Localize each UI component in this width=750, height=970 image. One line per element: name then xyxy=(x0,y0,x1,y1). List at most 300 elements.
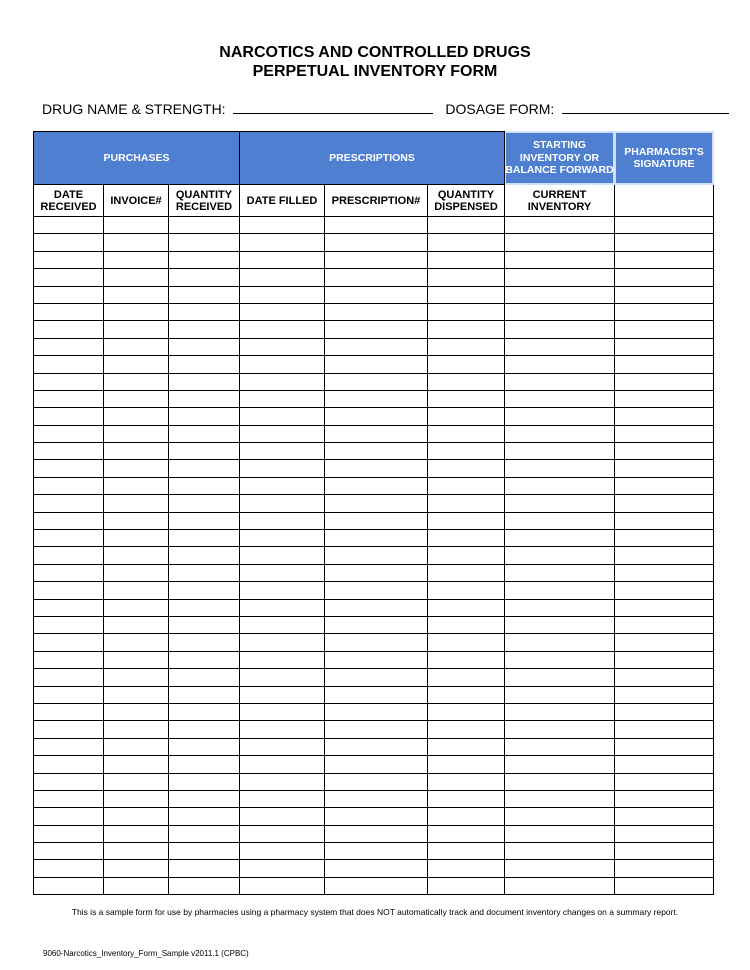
table-cell[interactable] xyxy=(505,564,615,581)
table-cell[interactable] xyxy=(428,790,505,807)
table-cell[interactable] xyxy=(34,269,104,286)
table-cell[interactable] xyxy=(34,251,104,268)
table-cell[interactable] xyxy=(169,599,240,616)
table-cell[interactable] xyxy=(505,825,615,842)
table-cell[interactable] xyxy=(615,616,714,633)
table-cell[interactable] xyxy=(325,616,428,633)
table-cell[interactable] xyxy=(505,738,615,755)
table-cell[interactable] xyxy=(428,651,505,668)
table-cell[interactable] xyxy=(615,286,714,303)
table-cell[interactable] xyxy=(169,217,240,234)
table-cell[interactable] xyxy=(104,460,169,477)
table-cell[interactable] xyxy=(615,651,714,668)
table-cell[interactable] xyxy=(325,756,428,773)
table-cell[interactable] xyxy=(34,303,104,320)
table-cell[interactable] xyxy=(240,599,325,616)
table-cell[interactable] xyxy=(505,530,615,547)
table-cell[interactable] xyxy=(169,390,240,407)
table-cell[interactable] xyxy=(34,286,104,303)
table-cell[interactable] xyxy=(325,234,428,251)
table-cell[interactable] xyxy=(240,338,325,355)
table-cell[interactable] xyxy=(325,877,428,894)
table-cell[interactable] xyxy=(505,651,615,668)
table-cell[interactable] xyxy=(34,477,104,494)
table-cell[interactable] xyxy=(240,251,325,268)
table-cell[interactable] xyxy=(428,269,505,286)
table-cell[interactable] xyxy=(104,338,169,355)
table-cell[interactable] xyxy=(34,338,104,355)
table-cell[interactable] xyxy=(505,460,615,477)
table-cell[interactable] xyxy=(34,599,104,616)
table-cell[interactable] xyxy=(104,616,169,633)
table-cell[interactable] xyxy=(615,738,714,755)
table-cell[interactable] xyxy=(615,443,714,460)
table-cell[interactable] xyxy=(104,721,169,738)
table-cell[interactable] xyxy=(505,843,615,860)
table-cell[interactable] xyxy=(325,460,428,477)
table-cell[interactable] xyxy=(240,756,325,773)
table-cell[interactable] xyxy=(428,599,505,616)
table-cell[interactable] xyxy=(169,843,240,860)
table-cell[interactable] xyxy=(505,703,615,720)
table-cell[interactable] xyxy=(428,721,505,738)
table-cell[interactable] xyxy=(240,356,325,373)
table-cell[interactable] xyxy=(169,634,240,651)
table-cell[interactable] xyxy=(615,338,714,355)
table-cell[interactable] xyxy=(325,512,428,529)
table-cell[interactable] xyxy=(169,616,240,633)
table-cell[interactable] xyxy=(240,234,325,251)
table-cell[interactable] xyxy=(169,877,240,894)
table-cell[interactable] xyxy=(505,756,615,773)
table-cell[interactable] xyxy=(169,373,240,390)
table-cell[interactable] xyxy=(34,425,104,442)
table-cell[interactable] xyxy=(104,443,169,460)
table-cell[interactable] xyxy=(34,547,104,564)
table-cell[interactable] xyxy=(240,825,325,842)
table-cell[interactable] xyxy=(34,634,104,651)
table-cell[interactable] xyxy=(325,373,428,390)
table-cell[interactable] xyxy=(240,790,325,807)
table-cell[interactable] xyxy=(169,547,240,564)
table-cell[interactable] xyxy=(615,234,714,251)
table-cell[interactable] xyxy=(325,564,428,581)
table-cell[interactable] xyxy=(325,425,428,442)
table-cell[interactable] xyxy=(34,860,104,877)
table-cell[interactable] xyxy=(240,321,325,338)
table-cell[interactable] xyxy=(615,564,714,581)
table-cell[interactable] xyxy=(169,286,240,303)
table-cell[interactable] xyxy=(428,669,505,686)
table-cell[interactable] xyxy=(505,669,615,686)
table-cell[interactable] xyxy=(505,582,615,599)
table-cell[interactable] xyxy=(104,251,169,268)
table-cell[interactable] xyxy=(428,530,505,547)
table-cell[interactable] xyxy=(505,547,615,564)
table-cell[interactable] xyxy=(34,825,104,842)
table-cell[interactable] xyxy=(34,738,104,755)
table-cell[interactable] xyxy=(240,843,325,860)
table-cell[interactable] xyxy=(615,390,714,407)
table-cell[interactable] xyxy=(325,738,428,755)
table-cell[interactable] xyxy=(615,547,714,564)
table-cell[interactable] xyxy=(428,582,505,599)
table-cell[interactable] xyxy=(428,686,505,703)
table-cell[interactable] xyxy=(428,808,505,825)
table-cell[interactable] xyxy=(240,721,325,738)
table-cell[interactable] xyxy=(505,877,615,894)
table-cell[interactable] xyxy=(428,303,505,320)
table-cell[interactable] xyxy=(505,599,615,616)
table-cell[interactable] xyxy=(428,547,505,564)
table-cell[interactable] xyxy=(240,425,325,442)
table-cell[interactable] xyxy=(240,703,325,720)
table-cell[interactable] xyxy=(615,808,714,825)
table-cell[interactable] xyxy=(615,582,714,599)
table-cell[interactable] xyxy=(240,443,325,460)
table-cell[interactable] xyxy=(505,321,615,338)
table-cell[interactable] xyxy=(104,808,169,825)
table-cell[interactable] xyxy=(104,860,169,877)
table-cell[interactable] xyxy=(325,356,428,373)
table-cell[interactable] xyxy=(104,773,169,790)
table-cell[interactable] xyxy=(615,825,714,842)
table-cell[interactable] xyxy=(240,877,325,894)
table-cell[interactable] xyxy=(428,495,505,512)
table-cell[interactable] xyxy=(104,547,169,564)
table-cell[interactable] xyxy=(104,373,169,390)
table-cell[interactable] xyxy=(104,634,169,651)
table-cell[interactable] xyxy=(325,703,428,720)
table-cell[interactable] xyxy=(104,651,169,668)
table-cell[interactable] xyxy=(505,373,615,390)
table-cell[interactable] xyxy=(428,321,505,338)
table-cell[interactable] xyxy=(169,443,240,460)
table-cell[interactable] xyxy=(505,269,615,286)
table-cell[interactable] xyxy=(615,217,714,234)
table-cell[interactable] xyxy=(34,843,104,860)
table-cell[interactable] xyxy=(615,599,714,616)
table-cell[interactable] xyxy=(428,286,505,303)
table-cell[interactable] xyxy=(34,217,104,234)
table-cell[interactable] xyxy=(34,686,104,703)
table-cell[interactable] xyxy=(34,756,104,773)
table-cell[interactable] xyxy=(505,443,615,460)
table-cell[interactable] xyxy=(34,512,104,529)
table-cell[interactable] xyxy=(169,251,240,268)
table-cell[interactable] xyxy=(428,843,505,860)
table-cell[interactable] xyxy=(615,251,714,268)
table-cell[interactable] xyxy=(104,425,169,442)
table-cell[interactable] xyxy=(240,808,325,825)
table-cell[interactable] xyxy=(34,356,104,373)
table-cell[interactable] xyxy=(325,790,428,807)
table-cell[interactable] xyxy=(240,530,325,547)
table-cell[interactable] xyxy=(104,390,169,407)
table-cell[interactable] xyxy=(615,512,714,529)
table-cell[interactable] xyxy=(505,512,615,529)
table-cell[interactable] xyxy=(428,616,505,633)
table-cell[interactable] xyxy=(615,669,714,686)
table-cell[interactable] xyxy=(104,564,169,581)
table-cell[interactable] xyxy=(34,390,104,407)
table-cell[interactable] xyxy=(505,790,615,807)
table-cell[interactable] xyxy=(505,686,615,703)
table-cell[interactable] xyxy=(615,356,714,373)
table-cell[interactable] xyxy=(34,321,104,338)
table-cell[interactable] xyxy=(325,669,428,686)
table-cell[interactable] xyxy=(240,495,325,512)
table-cell[interactable] xyxy=(428,251,505,268)
table-cell[interactable] xyxy=(104,825,169,842)
table-cell[interactable] xyxy=(169,356,240,373)
drug-name-field[interactable] xyxy=(233,100,433,114)
table-cell[interactable] xyxy=(428,373,505,390)
table-cell[interactable] xyxy=(104,477,169,494)
table-cell[interactable] xyxy=(104,408,169,425)
table-cell[interactable] xyxy=(169,669,240,686)
table-cell[interactable] xyxy=(615,634,714,651)
table-cell[interactable] xyxy=(169,860,240,877)
table-cell[interactable] xyxy=(505,217,615,234)
table-cell[interactable] xyxy=(104,356,169,373)
table-cell[interactable] xyxy=(34,808,104,825)
table-cell[interactable] xyxy=(169,825,240,842)
table-cell[interactable] xyxy=(169,808,240,825)
table-cell[interactable] xyxy=(169,495,240,512)
table-cell[interactable] xyxy=(34,616,104,633)
table-cell[interactable] xyxy=(615,703,714,720)
table-cell[interactable] xyxy=(104,234,169,251)
table-cell[interactable] xyxy=(104,286,169,303)
table-cell[interactable] xyxy=(428,460,505,477)
table-cell[interactable] xyxy=(325,217,428,234)
table-cell[interactable] xyxy=(34,790,104,807)
table-cell[interactable] xyxy=(325,530,428,547)
table-cell[interactable] xyxy=(169,425,240,442)
table-cell[interactable] xyxy=(240,860,325,877)
table-cell[interactable] xyxy=(428,217,505,234)
table-cell[interactable] xyxy=(169,651,240,668)
table-cell[interactable] xyxy=(505,721,615,738)
table-cell[interactable] xyxy=(428,356,505,373)
table-cell[interactable] xyxy=(428,756,505,773)
table-cell[interactable] xyxy=(34,408,104,425)
table-cell[interactable] xyxy=(240,582,325,599)
table-cell[interactable] xyxy=(104,530,169,547)
table-cell[interactable] xyxy=(240,651,325,668)
table-cell[interactable] xyxy=(240,547,325,564)
table-cell[interactable] xyxy=(34,234,104,251)
table-cell[interactable] xyxy=(104,738,169,755)
table-cell[interactable] xyxy=(169,408,240,425)
table-cell[interactable] xyxy=(240,373,325,390)
table-cell[interactable] xyxy=(615,460,714,477)
table-cell[interactable] xyxy=(428,738,505,755)
table-cell[interactable] xyxy=(615,373,714,390)
table-cell[interactable] xyxy=(104,269,169,286)
table-cell[interactable] xyxy=(240,634,325,651)
table-cell[interactable] xyxy=(240,669,325,686)
table-cell[interactable] xyxy=(428,773,505,790)
table-cell[interactable] xyxy=(169,756,240,773)
table-cell[interactable] xyxy=(240,773,325,790)
table-cell[interactable] xyxy=(34,721,104,738)
dosage-form-field[interactable] xyxy=(562,100,729,114)
table-cell[interactable] xyxy=(615,530,714,547)
table-cell[interactable] xyxy=(325,808,428,825)
table-cell[interactable] xyxy=(240,303,325,320)
table-cell[interactable] xyxy=(505,495,615,512)
table-cell[interactable] xyxy=(240,269,325,286)
table-cell[interactable] xyxy=(104,321,169,338)
table-cell[interactable] xyxy=(428,425,505,442)
table-cell[interactable] xyxy=(104,303,169,320)
table-cell[interactable] xyxy=(428,877,505,894)
table-cell[interactable] xyxy=(615,425,714,442)
table-cell[interactable] xyxy=(169,269,240,286)
table-cell[interactable] xyxy=(325,477,428,494)
table-cell[interactable] xyxy=(240,460,325,477)
table-cell[interactable] xyxy=(240,564,325,581)
table-cell[interactable] xyxy=(169,338,240,355)
table-cell[interactable] xyxy=(169,321,240,338)
table-cell[interactable] xyxy=(240,217,325,234)
table-cell[interactable] xyxy=(428,860,505,877)
table-cell[interactable] xyxy=(34,651,104,668)
table-cell[interactable] xyxy=(615,269,714,286)
table-cell[interactable] xyxy=(240,738,325,755)
table-cell[interactable] xyxy=(169,564,240,581)
table-cell[interactable] xyxy=(325,303,428,320)
table-cell[interactable] xyxy=(169,303,240,320)
table-cell[interactable] xyxy=(169,477,240,494)
table-cell[interactable] xyxy=(34,373,104,390)
table-cell[interactable] xyxy=(505,773,615,790)
table-cell[interactable] xyxy=(428,512,505,529)
table-cell[interactable] xyxy=(34,669,104,686)
table-cell[interactable] xyxy=(505,477,615,494)
table-cell[interactable] xyxy=(615,790,714,807)
table-cell[interactable] xyxy=(615,408,714,425)
table-cell[interactable] xyxy=(240,390,325,407)
table-cell[interactable] xyxy=(325,651,428,668)
table-cell[interactable] xyxy=(325,686,428,703)
table-cell[interactable] xyxy=(428,703,505,720)
table-cell[interactable] xyxy=(104,686,169,703)
table-cell[interactable] xyxy=(169,721,240,738)
table-cell[interactable] xyxy=(428,825,505,842)
table-cell[interactable] xyxy=(34,582,104,599)
table-cell[interactable] xyxy=(428,338,505,355)
table-cell[interactable] xyxy=(240,686,325,703)
table-cell[interactable] xyxy=(104,599,169,616)
table-cell[interactable] xyxy=(169,686,240,703)
table-cell[interactable] xyxy=(505,234,615,251)
table-cell[interactable] xyxy=(169,512,240,529)
table-cell[interactable] xyxy=(240,286,325,303)
table-cell[interactable] xyxy=(325,390,428,407)
table-cell[interactable] xyxy=(615,303,714,320)
table-cell[interactable] xyxy=(615,721,714,738)
table-cell[interactable] xyxy=(615,756,714,773)
table-cell[interactable] xyxy=(34,530,104,547)
table-cell[interactable] xyxy=(505,425,615,442)
table-cell[interactable] xyxy=(325,721,428,738)
table-cell[interactable] xyxy=(505,356,615,373)
table-cell[interactable] xyxy=(325,773,428,790)
table-cell[interactable] xyxy=(325,443,428,460)
table-cell[interactable] xyxy=(34,564,104,581)
table-cell[interactable] xyxy=(428,477,505,494)
table-cell[interactable] xyxy=(325,338,428,355)
table-cell[interactable] xyxy=(34,703,104,720)
table-cell[interactable] xyxy=(104,512,169,529)
table-cell[interactable] xyxy=(505,860,615,877)
table-cell[interactable] xyxy=(104,669,169,686)
table-cell[interactable] xyxy=(240,512,325,529)
table-cell[interactable] xyxy=(34,443,104,460)
table-cell[interactable] xyxy=(34,773,104,790)
table-cell[interactable] xyxy=(169,582,240,599)
table-cell[interactable] xyxy=(325,825,428,842)
table-cell[interactable] xyxy=(615,773,714,790)
table-cell[interactable] xyxy=(169,790,240,807)
table-cell[interactable] xyxy=(325,286,428,303)
table-cell[interactable] xyxy=(104,877,169,894)
table-cell[interactable] xyxy=(104,703,169,720)
table-cell[interactable] xyxy=(104,495,169,512)
table-cell[interactable] xyxy=(428,564,505,581)
table-cell[interactable] xyxy=(615,477,714,494)
table-cell[interactable] xyxy=(325,634,428,651)
table-cell[interactable] xyxy=(505,808,615,825)
table-cell[interactable] xyxy=(169,738,240,755)
table-cell[interactable] xyxy=(104,843,169,860)
table-cell[interactable] xyxy=(428,443,505,460)
table-cell[interactable] xyxy=(615,321,714,338)
table-cell[interactable] xyxy=(325,547,428,564)
table-cell[interactable] xyxy=(505,616,615,633)
table-cell[interactable] xyxy=(325,599,428,616)
table-cell[interactable] xyxy=(240,408,325,425)
table-cell[interactable] xyxy=(325,251,428,268)
table-cell[interactable] xyxy=(169,460,240,477)
table-cell[interactable] xyxy=(505,390,615,407)
table-cell[interactable] xyxy=(240,616,325,633)
table-cell[interactable] xyxy=(325,321,428,338)
table-cell[interactable] xyxy=(615,686,714,703)
table-cell[interactable] xyxy=(325,860,428,877)
table-cell[interactable] xyxy=(505,634,615,651)
table-cell[interactable] xyxy=(615,877,714,894)
table-cell[interactable] xyxy=(34,460,104,477)
table-cell[interactable] xyxy=(104,756,169,773)
table-cell[interactable] xyxy=(169,234,240,251)
table-cell[interactable] xyxy=(169,530,240,547)
table-cell[interactable] xyxy=(505,408,615,425)
table-cell[interactable] xyxy=(505,251,615,268)
table-cell[interactable] xyxy=(505,303,615,320)
table-cell[interactable] xyxy=(615,495,714,512)
table-cell[interactable] xyxy=(325,495,428,512)
table-cell[interactable] xyxy=(104,582,169,599)
table-cell[interactable] xyxy=(325,269,428,286)
table-cell[interactable] xyxy=(615,860,714,877)
table-cell[interactable] xyxy=(428,634,505,651)
table-cell[interactable] xyxy=(104,790,169,807)
table-cell[interactable] xyxy=(325,408,428,425)
